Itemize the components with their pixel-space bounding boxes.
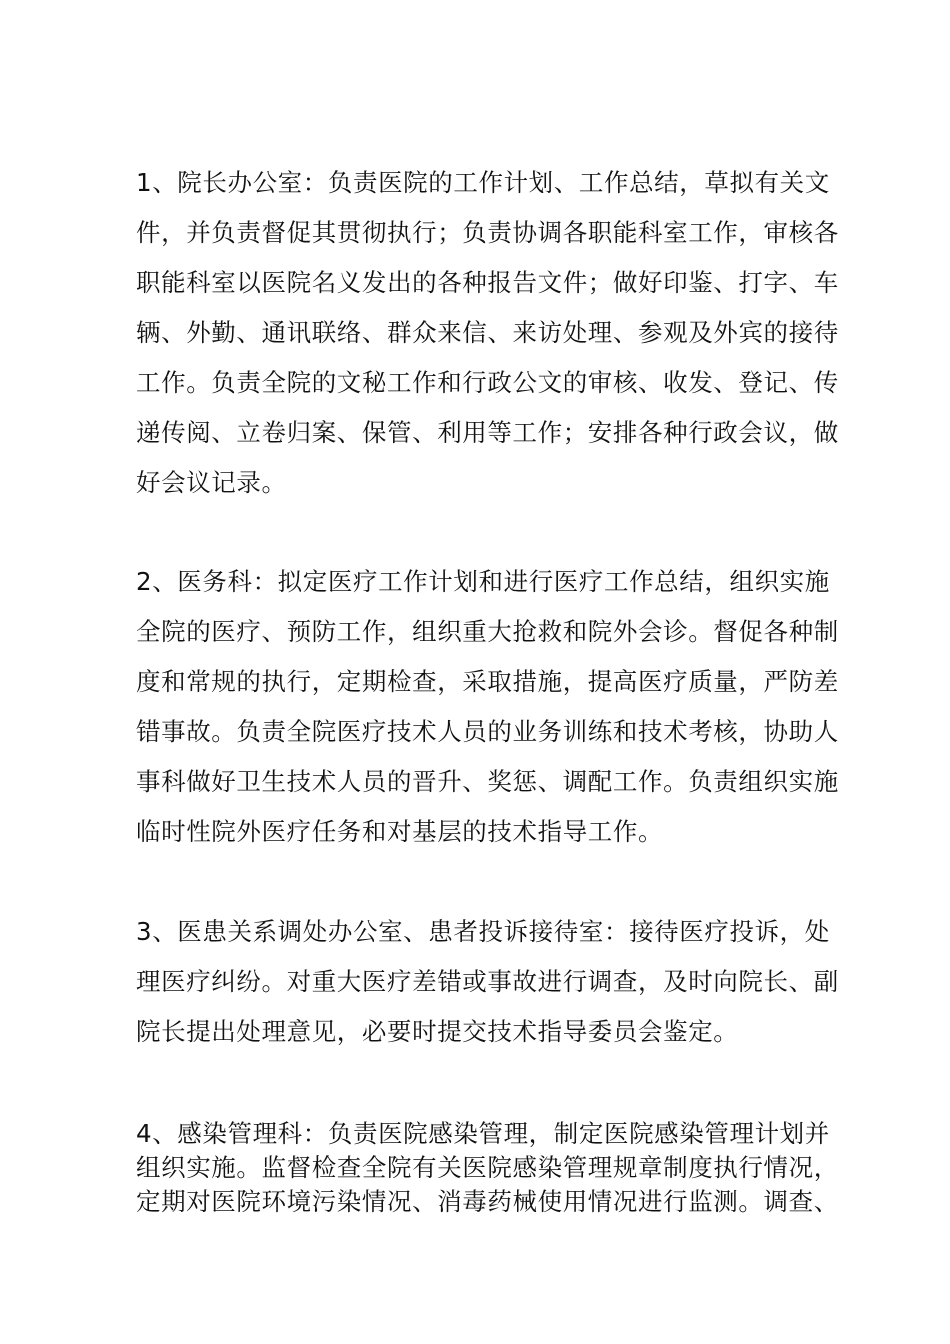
text-line: 组织实施。监督检查全院有关医院感染管理规章制度执行情况， — [136, 1153, 839, 1182]
text-line: 院长提出处理意见，必要时提交技术指导委员会鉴定。 — [136, 1017, 739, 1046]
text-line: 理医疗纠纷。对重大医疗差错或事故进行调查，及时向院长、副 — [136, 967, 839, 996]
text-line: 全院的医疗、预防工作，组织重大抢救和院外会诊。督促各种制 — [136, 617, 839, 646]
text-line: 件，并负责督促其贯彻执行；负责协调各职能科室工作，审核各 — [136, 218, 839, 247]
text-line: 工作。负责全院的文秘工作和行政公文的审核、收发、登记、传 — [136, 368, 839, 397]
text-line: 度和常规的执行，定期检查，采取措施，提高医疗质量，严防差 — [136, 667, 839, 696]
text-line: 好会议记录。 — [136, 468, 287, 497]
text-line: 临时性院外医疗任务和对基层的技术指导工作。 — [136, 817, 664, 846]
text-line: 1、院长办公室：负责医院的工作计划、工作总结，草拟有关文 — [136, 168, 830, 197]
paragraph-president-office — [136, 158, 839, 508]
text-line: 3、医患关系调处办公室、患者投诉接待室：接待医疗投诉，处 — [136, 917, 830, 946]
text-line: 错事故。负责全院医疗技术人员的业务训练和技术考核，协助人 — [136, 717, 839, 746]
text-line: 职能科室以医院名义发出的各种报告文件；做好印鉴、打字、车 — [136, 268, 839, 297]
text-line: 定期对医院环境污染情况、消毒药械使用情况进行监测。调查、 — [136, 1187, 839, 1216]
paragraph-patient-relations — [136, 907, 839, 1057]
paragraph-medical-affairs — [136, 557, 839, 857]
text-line: 递传阅、立卷归案、保管、利用等工作；安排各种行政会议，做 — [136, 418, 839, 447]
text-line: 4、感染管理科：负责医院感染管理，制定医院感染管理计划并 — [136, 1119, 830, 1148]
text-line: 辆、外勤、通讯联络、群众来信、来访处理、参观及外宾的接待 — [136, 318, 839, 347]
text-line: 事科做好卫生技术人员的晋升、奖惩、调配工作。负责组织实施 — [136, 767, 839, 796]
paragraph-infection-control — [136, 1117, 839, 1219]
text-line: 2、医务科：拟定医疗工作计划和进行医疗工作总结，组织实施 — [136, 567, 830, 596]
